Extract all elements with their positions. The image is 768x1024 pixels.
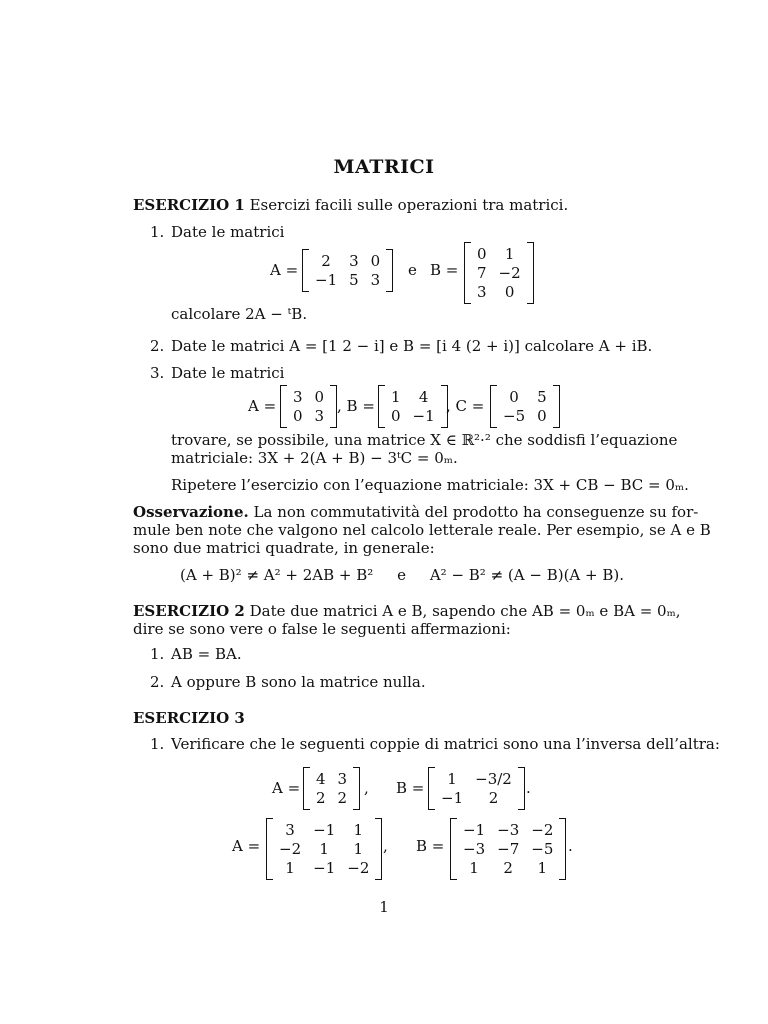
ex3-pair1-matrix-a — [303, 767, 360, 810]
observation-heading: Osservazione. — [133, 503, 249, 521]
matrix-entry: 4 — [418, 388, 429, 406]
ex3-pair2-matrix-a — [266, 818, 382, 880]
exercise-3-heading: ESERCIZIO 3 — [133, 709, 245, 727]
matrix-entry: −2 — [498, 264, 521, 282]
ex1-item3-line3: Ripetere l’esercizio con l’equazione matriciale: 3X + CB − BC = 0ₘ. — [171, 476, 689, 494]
ex1-item3-text: Date le matrici — [171, 364, 285, 382]
matrix-entry: 1 — [319, 840, 329, 858]
ex2-item2-num: 2. — [150, 673, 165, 691]
matrix-entry: −1 — [463, 821, 486, 839]
matrix-entry: 0 — [477, 245, 487, 263]
observation-line3: sono due matrici quadrate, in generale: — [133, 539, 435, 557]
ex3-pair1-a-label: A = — [272, 779, 301, 797]
ex1-item1-num: 1. — [150, 223, 165, 241]
ex1-b-label: B = — [430, 261, 459, 279]
ex2-item2-text: A oppure B sono la matrice nulla. — [171, 673, 426, 691]
matrix-entry: 0 — [314, 388, 325, 406]
ex3-pair1-matrix-b — [428, 767, 525, 810]
exercise-2-line1: ESERCIZIO 2 Date due matrici A e B, sapendo che AB = 0ₘ e BA = 0ₘ, — [133, 602, 681, 620]
matrix-entry: −7 — [497, 840, 520, 858]
matrix-entry: −1 — [313, 859, 336, 877]
matrix-entry: 2 — [503, 859, 513, 877]
ex1-3-matrix-c — [490, 385, 560, 428]
ex1-a-label: A = — [270, 261, 299, 279]
matrix-entry: 2 — [488, 789, 499, 807]
ex1-3-a-label: A = — [248, 397, 277, 415]
matrix-entry: 3 — [337, 770, 348, 788]
matrix-entry: 1 — [504, 245, 515, 263]
matrix-entry: −1 — [315, 271, 338, 289]
observation-line1: Osservazione. La non commutatività del prodotto ha conseguenze su for- — [133, 503, 699, 521]
matrix-entry: −5 — [531, 840, 554, 858]
matrix-entry: 2 — [337, 789, 348, 807]
matrix-entry: −3 — [497, 821, 520, 839]
ex1-3-matrix-a — [280, 385, 337, 428]
matrix-entry: −1 — [412, 407, 435, 425]
ex3-pair2-matrix-b — [450, 818, 566, 880]
ex3-pair2-b-label: B = — [416, 837, 445, 855]
matrix-entry: 0 — [370, 252, 381, 270]
matrix-entry: 1 — [353, 821, 364, 839]
exercise-2-line2: dire se sono vere o false le seguenti affermazioni: — [133, 620, 511, 638]
matrix-entry: 1 — [447, 770, 457, 788]
ex1-3-matrix-b — [378, 385, 448, 428]
exercise-1-heading: ESERCIZIO 1 — [133, 196, 245, 214]
ex2-item1-num: 1. — [150, 645, 165, 663]
matrix-entry: 3 — [314, 407, 325, 425]
matrix-entry: 3 — [370, 271, 381, 289]
matrix-entry: 2 — [321, 252, 331, 270]
matrix-entry: 3 — [349, 252, 359, 270]
ex1-item2-num: 2. — [150, 337, 165, 355]
matrix-entry: −5 — [503, 407, 526, 425]
bracket-left — [464, 242, 471, 304]
matrix-entry: 0 — [509, 388, 519, 406]
matrix-entry: 5 — [537, 388, 547, 406]
ex3-pair1-sep: , — [364, 779, 369, 797]
ex1-matrix-b — [464, 242, 534, 304]
ex1-3-c-label: , C = — [446, 397, 485, 415]
matrix-entry: −3 — [463, 840, 486, 858]
matrix-a-cells — [309, 249, 386, 292]
observation-line2: mule ben note che valgono nel calcolo letterale reale. Per esempio, se A e B — [133, 521, 711, 539]
matrix-entry: −3/2 — [475, 770, 512, 788]
ex3-pair1-end: . — [526, 779, 531, 797]
matrix-entry: 3 — [293, 388, 303, 406]
ex2-item1-text: AB = BA. — [171, 645, 242, 663]
ex1-item1-text: Date le matrici — [171, 223, 285, 241]
matrix-entry: 0 — [391, 407, 401, 425]
bracket-right — [527, 242, 534, 304]
ex3-item1-num: 1. — [150, 735, 165, 753]
matrix-entry: 2 — [316, 789, 326, 807]
matrix-entry: 1 — [469, 859, 479, 877]
matrix-entry: −1 — [313, 821, 336, 839]
matrix-entry: 1 — [391, 388, 401, 406]
bracket-left — [302, 249, 309, 292]
exercise-1-header — [133, 196, 568, 215]
exercise-2-heading: ESERCIZIO 2 — [133, 602, 245, 620]
matrix-entry: 5 — [349, 271, 359, 289]
matrix-entry: 0 — [504, 283, 515, 301]
ex3-pair2-sep: , — [383, 837, 388, 855]
ex1-item3-line1: trovare, se possibile, una matrice X ∈ ℝ²·² che soddisfi l’equazione — [171, 431, 678, 449]
ex1-3-b-label: , B = — [337, 397, 375, 415]
matrix-entry: 1 — [353, 840, 364, 858]
matrix-entry: 3 — [477, 283, 487, 301]
matrix-entry: −2 — [531, 821, 554, 839]
matrix-entry: 4 — [316, 770, 326, 788]
matrix-entry: 7 — [477, 264, 487, 282]
ex3-item1-text: Verificare che le seguenti coppie di matrici sono una l’inversa dell’altra: — [171, 735, 720, 753]
exercise-1-intro: Esercizi facili sulle operazioni tra matrici. — [249, 196, 569, 214]
matrix-entry: 0 — [537, 407, 547, 425]
ex1-item3-line2: matriciale: 3X + 2(A + B) − 3ᵗC = 0ₘ. — [171, 449, 458, 467]
ex1-item3-num: 3. — [150, 364, 165, 382]
matrix-b-cells — [471, 242, 527, 304]
matrix-entry: 0 — [293, 407, 303, 425]
bracket-right — [386, 249, 393, 292]
page-number: 1 — [379, 898, 389, 916]
ex3-pair2-end: . — [568, 837, 573, 855]
matrix-entry: 1 — [285, 859, 295, 877]
matrix-entry: −2 — [347, 859, 370, 877]
observation-formula: (A + B)² ≠ A² + 2AB + B² e A² − B² ≠ (A − B)(A + B). — [180, 566, 625, 584]
ex1-item2-text: Date le matrici A = [1 2 − i] e B = [i 4 (2 + i)] calcolare A + iB. — [171, 337, 653, 355]
matrix-entry: −1 — [441, 789, 464, 807]
ex1-matrix-a — [302, 249, 393, 292]
ex1-and: e — [408, 261, 417, 279]
ex3-pair1-b-label: B = — [396, 779, 425, 797]
matrix-entry: 3 — [285, 821, 295, 839]
ex3-pair2-a-label: A = — [232, 837, 261, 855]
ex1-item1-task: calcolare 2A − ᵗB. — [171, 305, 308, 323]
matrix-entry: 1 — [537, 859, 548, 877]
page-title: MATRICI — [333, 156, 435, 178]
matrix-entry: −2 — [279, 840, 302, 858]
